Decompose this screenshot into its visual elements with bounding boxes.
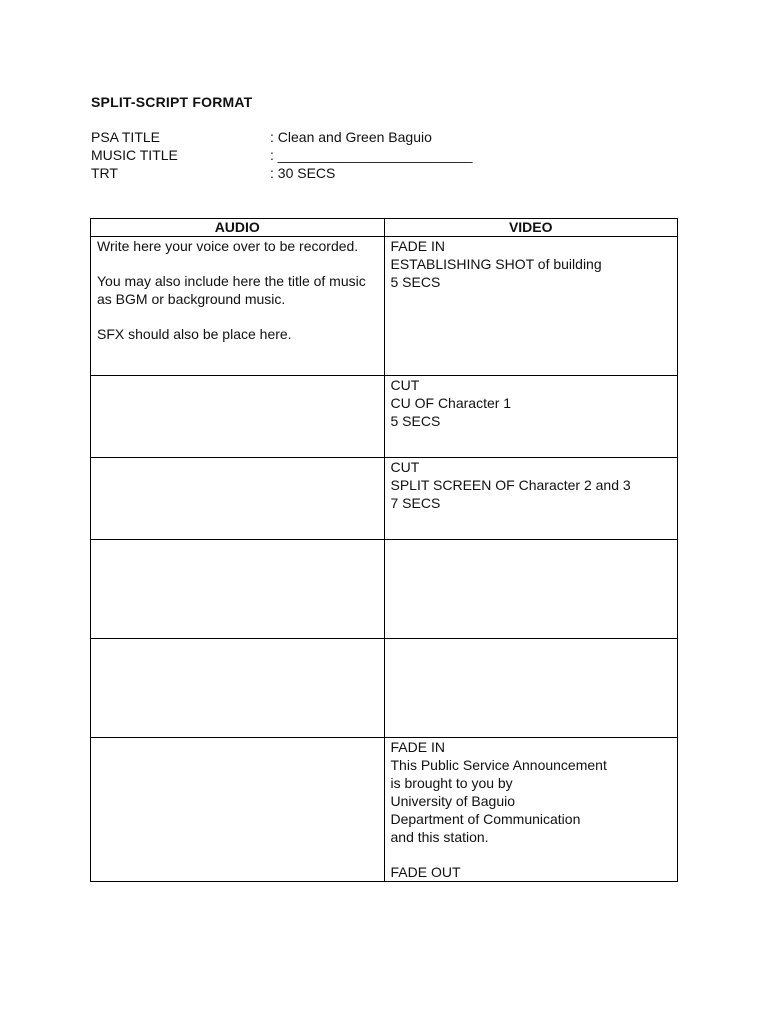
audio-instruction-sfx: SFX should also be place here.: [97, 326, 292, 342]
video-line: and this station.: [390, 829, 489, 845]
table-row: [91, 376, 678, 458]
audio-column-header: AUDIO: [91, 219, 385, 237]
video-line: This Public Service Announcement: [390, 757, 607, 773]
audio-instruction-music: You may also include here the title of music as BGM or background music.: [97, 273, 366, 307]
music-title-value: : _________________________: [270, 147, 473, 163]
video-line: CU OF Character 1: [390, 395, 512, 411]
table-row: [91, 540, 678, 639]
table-row: [91, 237, 678, 376]
audio-cell: [91, 237, 385, 376]
video-line: FADE OUT: [390, 864, 461, 880]
video-line: Department of Communication: [390, 811, 581, 827]
table-row: [91, 639, 678, 738]
trt-label: TRT: [91, 165, 118, 181]
audio-cell: [91, 458, 385, 540]
video-column-header: VIDEO: [384, 219, 678, 237]
video-cell: [384, 639, 678, 738]
video-cell: [384, 237, 678, 376]
page-title: SPLIT-SCRIPT FORMAT: [91, 94, 253, 110]
table-row: [91, 458, 678, 540]
video-line: CUT: [390, 459, 420, 475]
video-line: FADE IN: [390, 238, 445, 254]
video-line: is brought to you by: [390, 775, 513, 791]
video-line: 7 SECS: [390, 495, 441, 511]
audio-cell: [91, 639, 385, 738]
video-cell: [384, 540, 678, 639]
video-cell: [384, 458, 678, 540]
psa-title-row: [91, 128, 432, 146]
table-row: [91, 738, 678, 882]
trt-row: [91, 164, 335, 182]
video-line: FADE IN: [390, 739, 445, 755]
psa-title-label: PSA TITLE: [91, 129, 160, 145]
music-title-label: MUSIC TITLE: [91, 147, 178, 163]
video-line: ESTABLISHING SHOT of building: [390, 256, 602, 272]
video-line: 5 SECS: [390, 413, 441, 429]
audio-instruction-voice-over: Write here your voice over to be recorded.: [97, 238, 359, 254]
trt-value: : 30 SECS: [270, 165, 336, 181]
video-line: University of Baguio: [390, 793, 516, 809]
video-cell: [384, 376, 678, 458]
audio-cell: [91, 540, 385, 639]
split-script-table: [90, 218, 678, 882]
video-cell: [384, 738, 678, 882]
audio-cell: [91, 376, 385, 458]
video-line: SPLIT SCREEN OF Character 2 and 3: [390, 477, 631, 493]
video-line: CUT: [390, 377, 420, 393]
table-header-row: [91, 219, 678, 237]
video-line: 5 SECS: [390, 274, 441, 290]
psa-title-value: : Clean and Green Baguio: [270, 129, 432, 145]
music-title-row: [91, 146, 472, 164]
audio-cell: [91, 738, 385, 882]
